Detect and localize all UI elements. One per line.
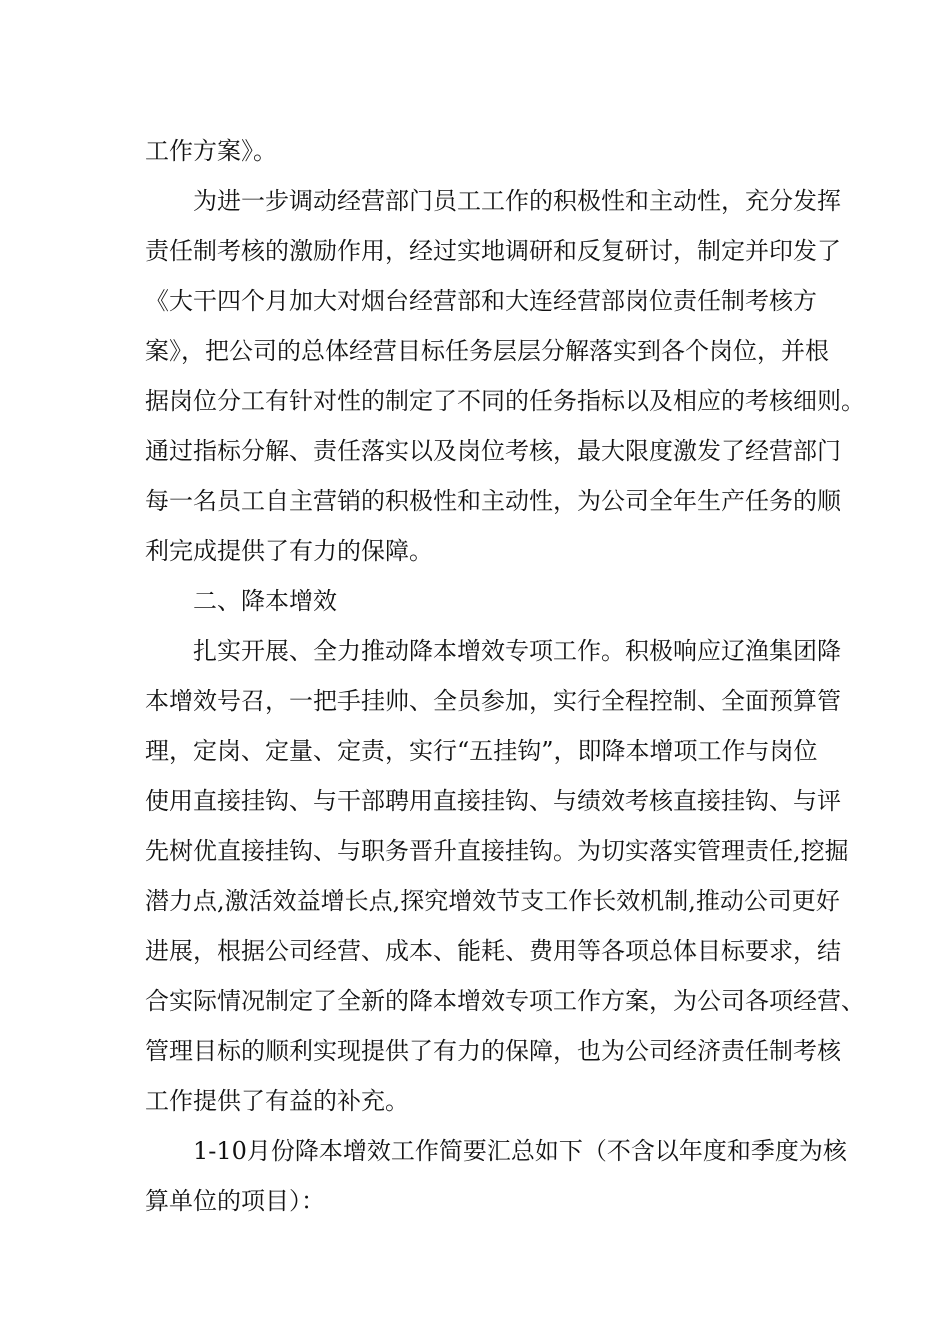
text-line: 据岗位分工有针对性的制定了不同的任务指标以及相应的考核细则。 — [145, 387, 865, 415]
text-line: 理，定岗、定量、定责，实行“五挂钩”，即降本增项工作与岗位 — [145, 737, 818, 765]
text-line: 使用直接挂钩、与干部聘用直接挂钩、与绩效考核直接挂钩、与评 — [145, 787, 841, 815]
text-line: 进展，根据公司经营、成本、能耗、费用等各项总体目标要求，结 — [145, 937, 841, 965]
text-line: 算单位的项目）： — [145, 1187, 325, 1215]
paragraph-start-line: 1-10月份降本增效工作简要汇总如下（不含以年度和季度为核 — [193, 1137, 847, 1165]
text-line: 《大干四个月加大对烟台经营部和大连经营部岗位责任制考核方 — [145, 287, 817, 315]
text-line: 每一名员工自主营销的积极性和主动性，为公司全年生产任务的顺 — [145, 487, 841, 515]
text-line: 潜力点,激活效益增长点,探究增效节支工作长效机制,推动公司更好 — [145, 887, 840, 915]
text-line: 利完成提供了有力的保障。 — [145, 537, 433, 565]
text-line: 本增效号召，一把手挂帅、全员参加，实行全程控制、全面预算管 — [145, 687, 841, 715]
paragraph-start-line: 为进一步调动经营部门员工工作的积极性和主动性，充分发挥 — [193, 187, 841, 215]
text-line: 工作提供了有益的补充。 — [145, 1087, 409, 1115]
paragraph-start-line: 扎实开展、全力推动降本增效专项工作。积极响应辽渔集团降 — [193, 637, 841, 665]
text-line: 工作方案》。 — [145, 137, 277, 165]
text-line: 案》，把公司的总体经营目标任务层层分解落实到各个岗位，并根 — [145, 337, 829, 365]
text-line: 管理目标的顺利实现提供了有力的保障，也为公司经济责任制考核 — [145, 1037, 841, 1065]
text-line: 通过指标分解、责任落实以及岗位考核，最大限度激发了经营部门 — [145, 437, 841, 465]
text-line: 合实际情况制定了全新的降本增效专项工作方案，为公司各项经营、 — [145, 987, 865, 1015]
text-line: 先树优直接挂钩、与职务晋升直接挂钩。为切实落实管理责任,挖掘 — [145, 837, 849, 865]
text-line: 责任制考核的激励作用，经过实地调研和反复研讨，制定并印发了 — [145, 237, 841, 265]
section-heading: 二、降本增效 — [193, 587, 337, 615]
